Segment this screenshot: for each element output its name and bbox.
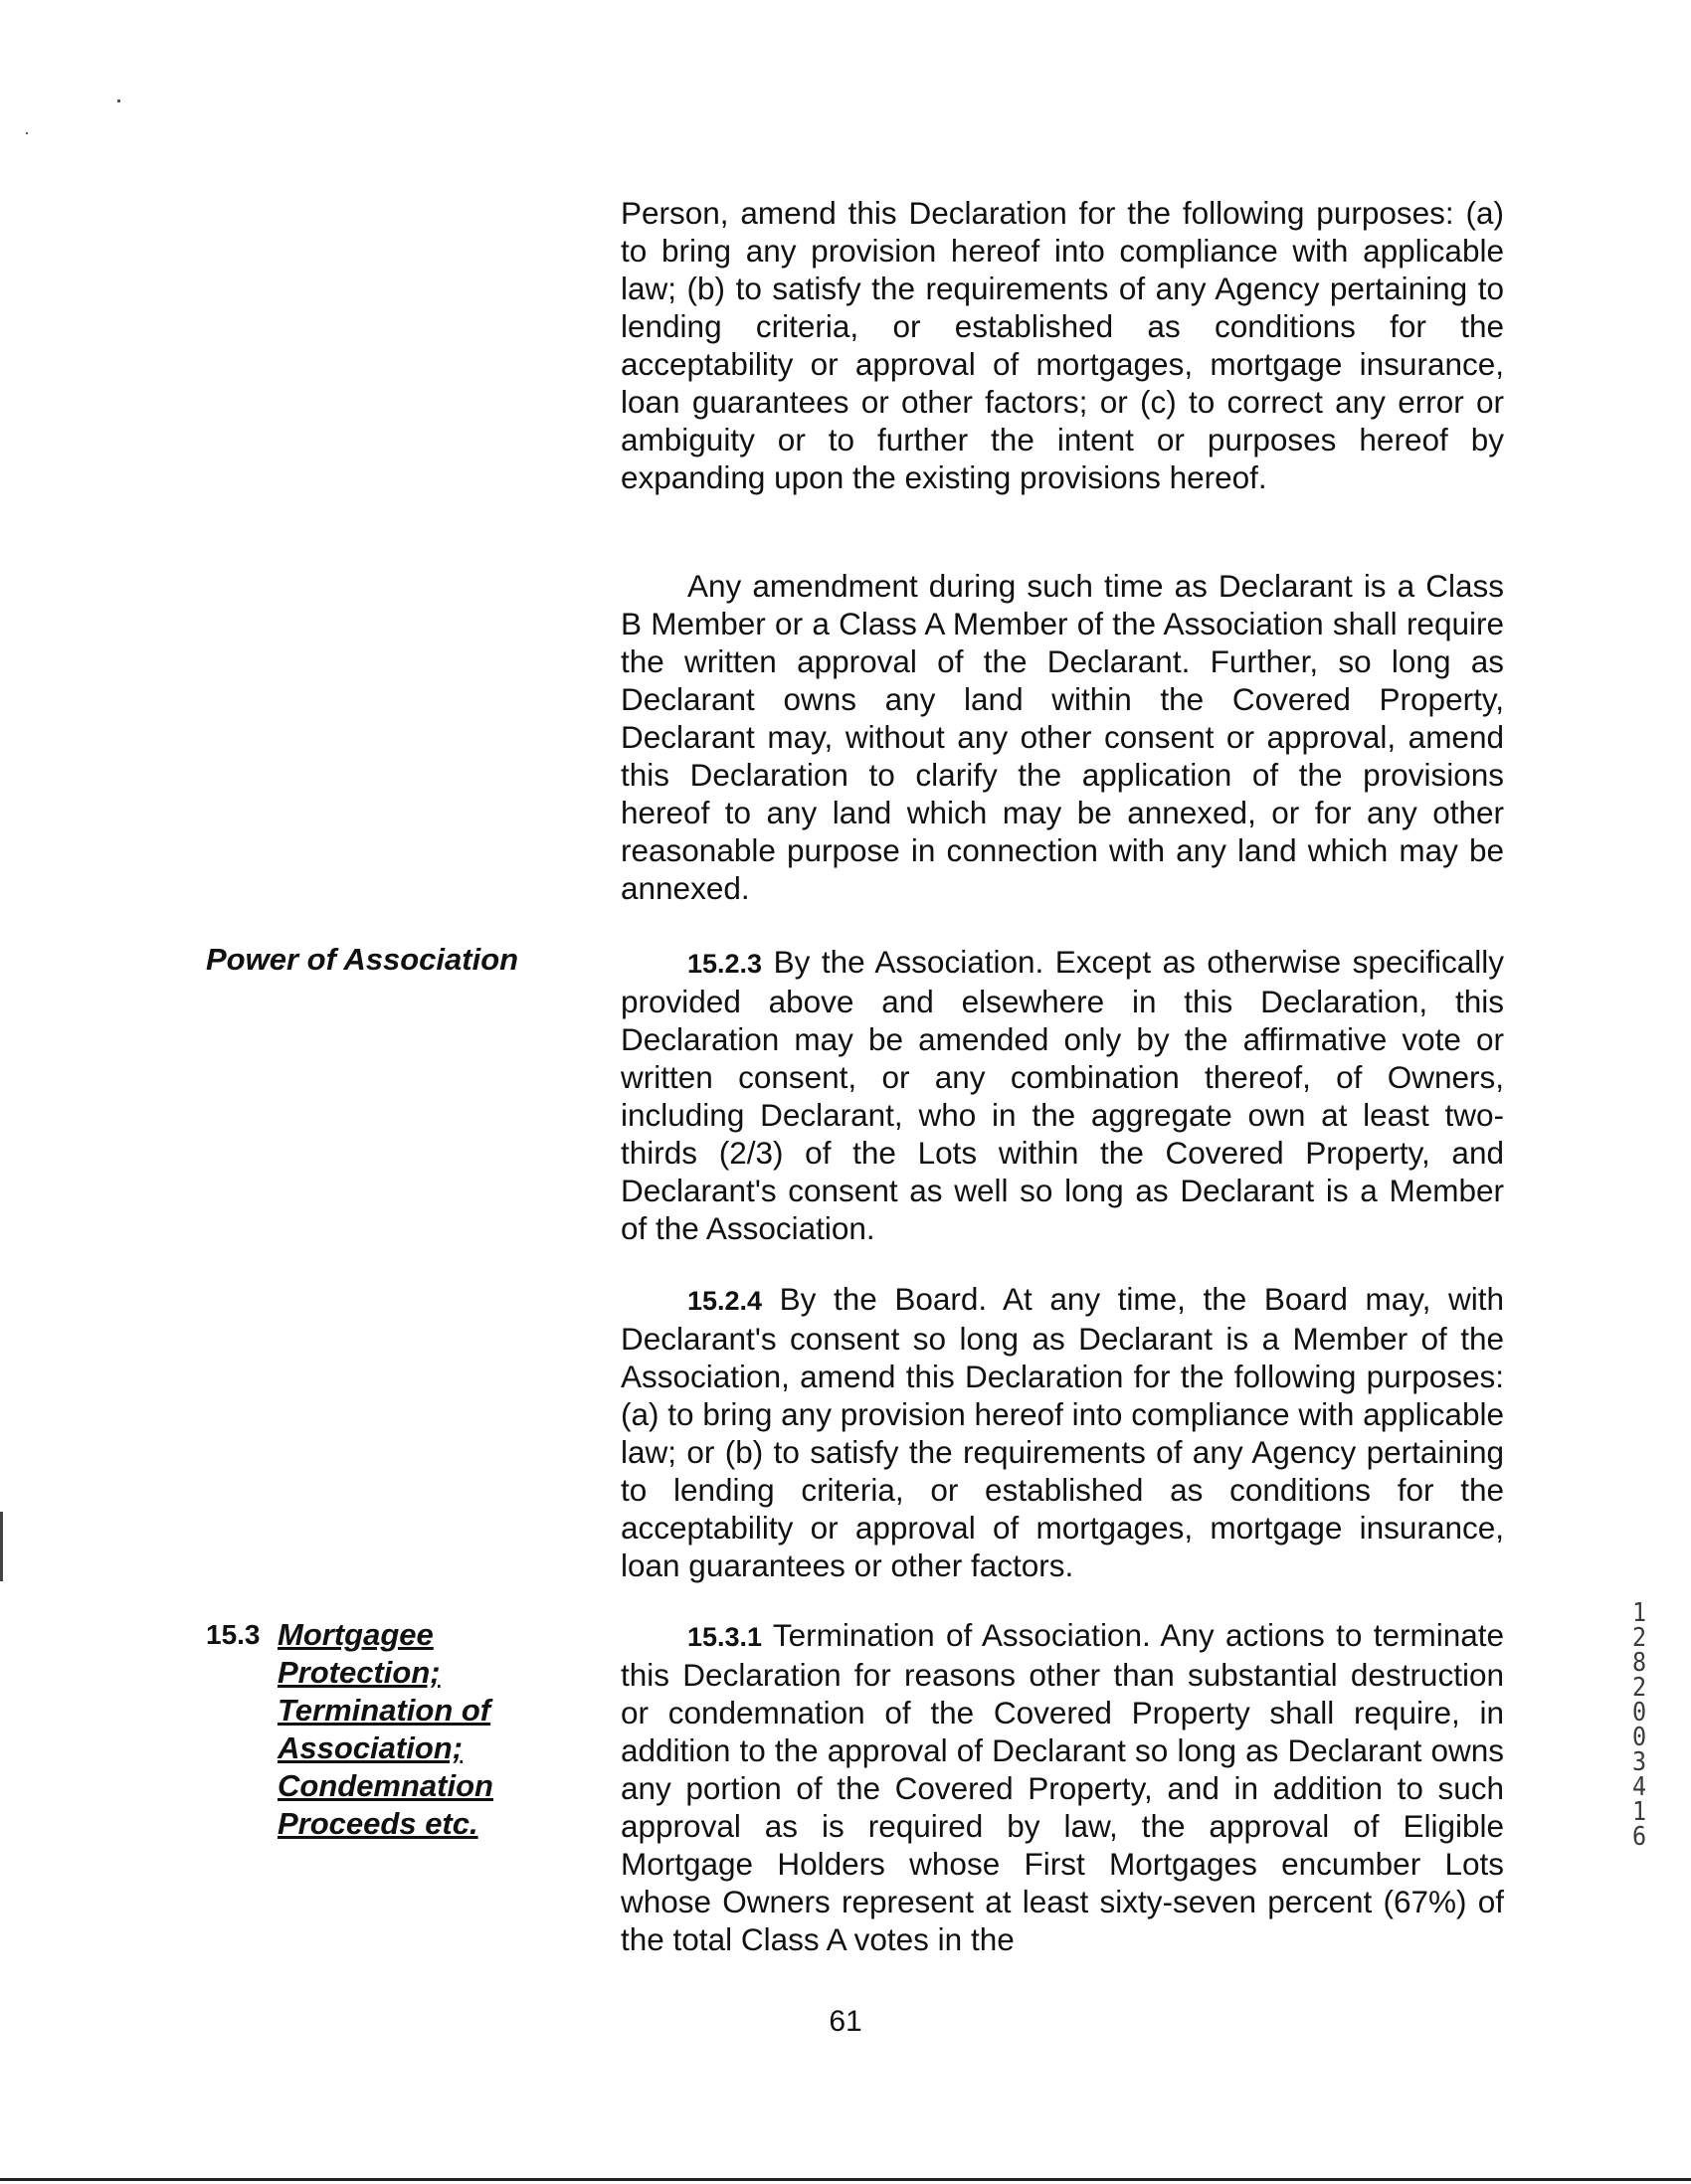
amendment-paragraph: Any amendment during such time as Declarant is a Class B Member or a Class A Member of the Association shall require the written approval of the Declarant. Further, so long as Declarant owns any land within the Covered Property, Declarant may, without any other consent or approval, amend this Declaration to clarify the application of the provisions hereof to any land which may be annexed, or for any other reasonable purpose in connection with any land which may be annexed.	[621, 568, 1504, 906]
scan-bottom-edge	[0, 2178, 1691, 2181]
page-number: 61	[829, 2005, 862, 2038]
recording-number-stamp: 1 2 8 2 0 0 3 4 1 6	[1631, 1598, 1647, 1852]
section-number: 15.3.1	[687, 1622, 763, 1652]
scan-speck	[26, 132, 28, 134]
section-15-3-1	[621, 1616, 1504, 1958]
section-15-2-3	[621, 943, 1504, 1247]
side-heading-power-of-association: Power of Association	[206, 942, 519, 977]
section-15-2-4	[621, 1280, 1504, 1584]
section-number: 15.3	[206, 1619, 261, 1650]
section-text: By the Association. Except as otherwise specifically provided above and elsewhere in this Declaration, this Declaration may be amended only by the affirmative vote or written consent, or any combination thereof, of Owners, including Declarant, who in the aggregate own at least two-thirds (2/3) of the Lots within the Covered Property, and Declarant's consent as well so long as Declarant is a Member of the Association.	[621, 944, 1504, 1246]
section-number: 15.2.3	[687, 949, 763, 979]
section-text: Termination of Association. Any actions to terminate this Declaration for reasons other than substantial destruction or condemnation of the Covered Property shall require, in addition to the approval of Declarant so long as Declarant owns any portion of the Covered Property, and in addition to such approval as is required by law, the approval of Eligible Mortgage Holders whose First Mortgages encumber Lots whose Owners represent at least sixty-seven percent (67%) of the total Class A votes in the	[621, 1617, 1505, 1957]
section-number: 15.2.4	[687, 1286, 763, 1316]
scan-edge-mark	[0, 1512, 3, 1581]
section-title: Mortgagee Protection; Termination of Association; Condemnation Proceeds etc.	[278, 1617, 493, 1841]
section-text: By the Board. At any time, the Board may, with Declarant's consent so long as Declarant is a Member of the Association, amend this Declaration for the following purposes: (a) to bring any provision hereof into compliance with applicable law; or (b) to satisfy the requirements of any Agency pertaining to lending criteria, or established as conditions for the acceptability or approval of mortgages, mortgage insurance, loan guarantees or other factors.	[621, 1281, 1504, 1583]
continuation-paragraph: Person, amend this Declaration for the following purposes: (a) to bring any provision hereof into compliance with applicable law; (b) to satisfy the requirements of any Agency pertaining to lending criteria, or established as conditions for the acceptability or approval of mortgages, mortgage insurance, loan guarantees or other factors; or (c) to correct any error or ambiguity or to further the intent or purposes hereof by expanding upon the existing provisions hereof.	[621, 195, 1504, 495]
scan-speck	[117, 99, 120, 102]
